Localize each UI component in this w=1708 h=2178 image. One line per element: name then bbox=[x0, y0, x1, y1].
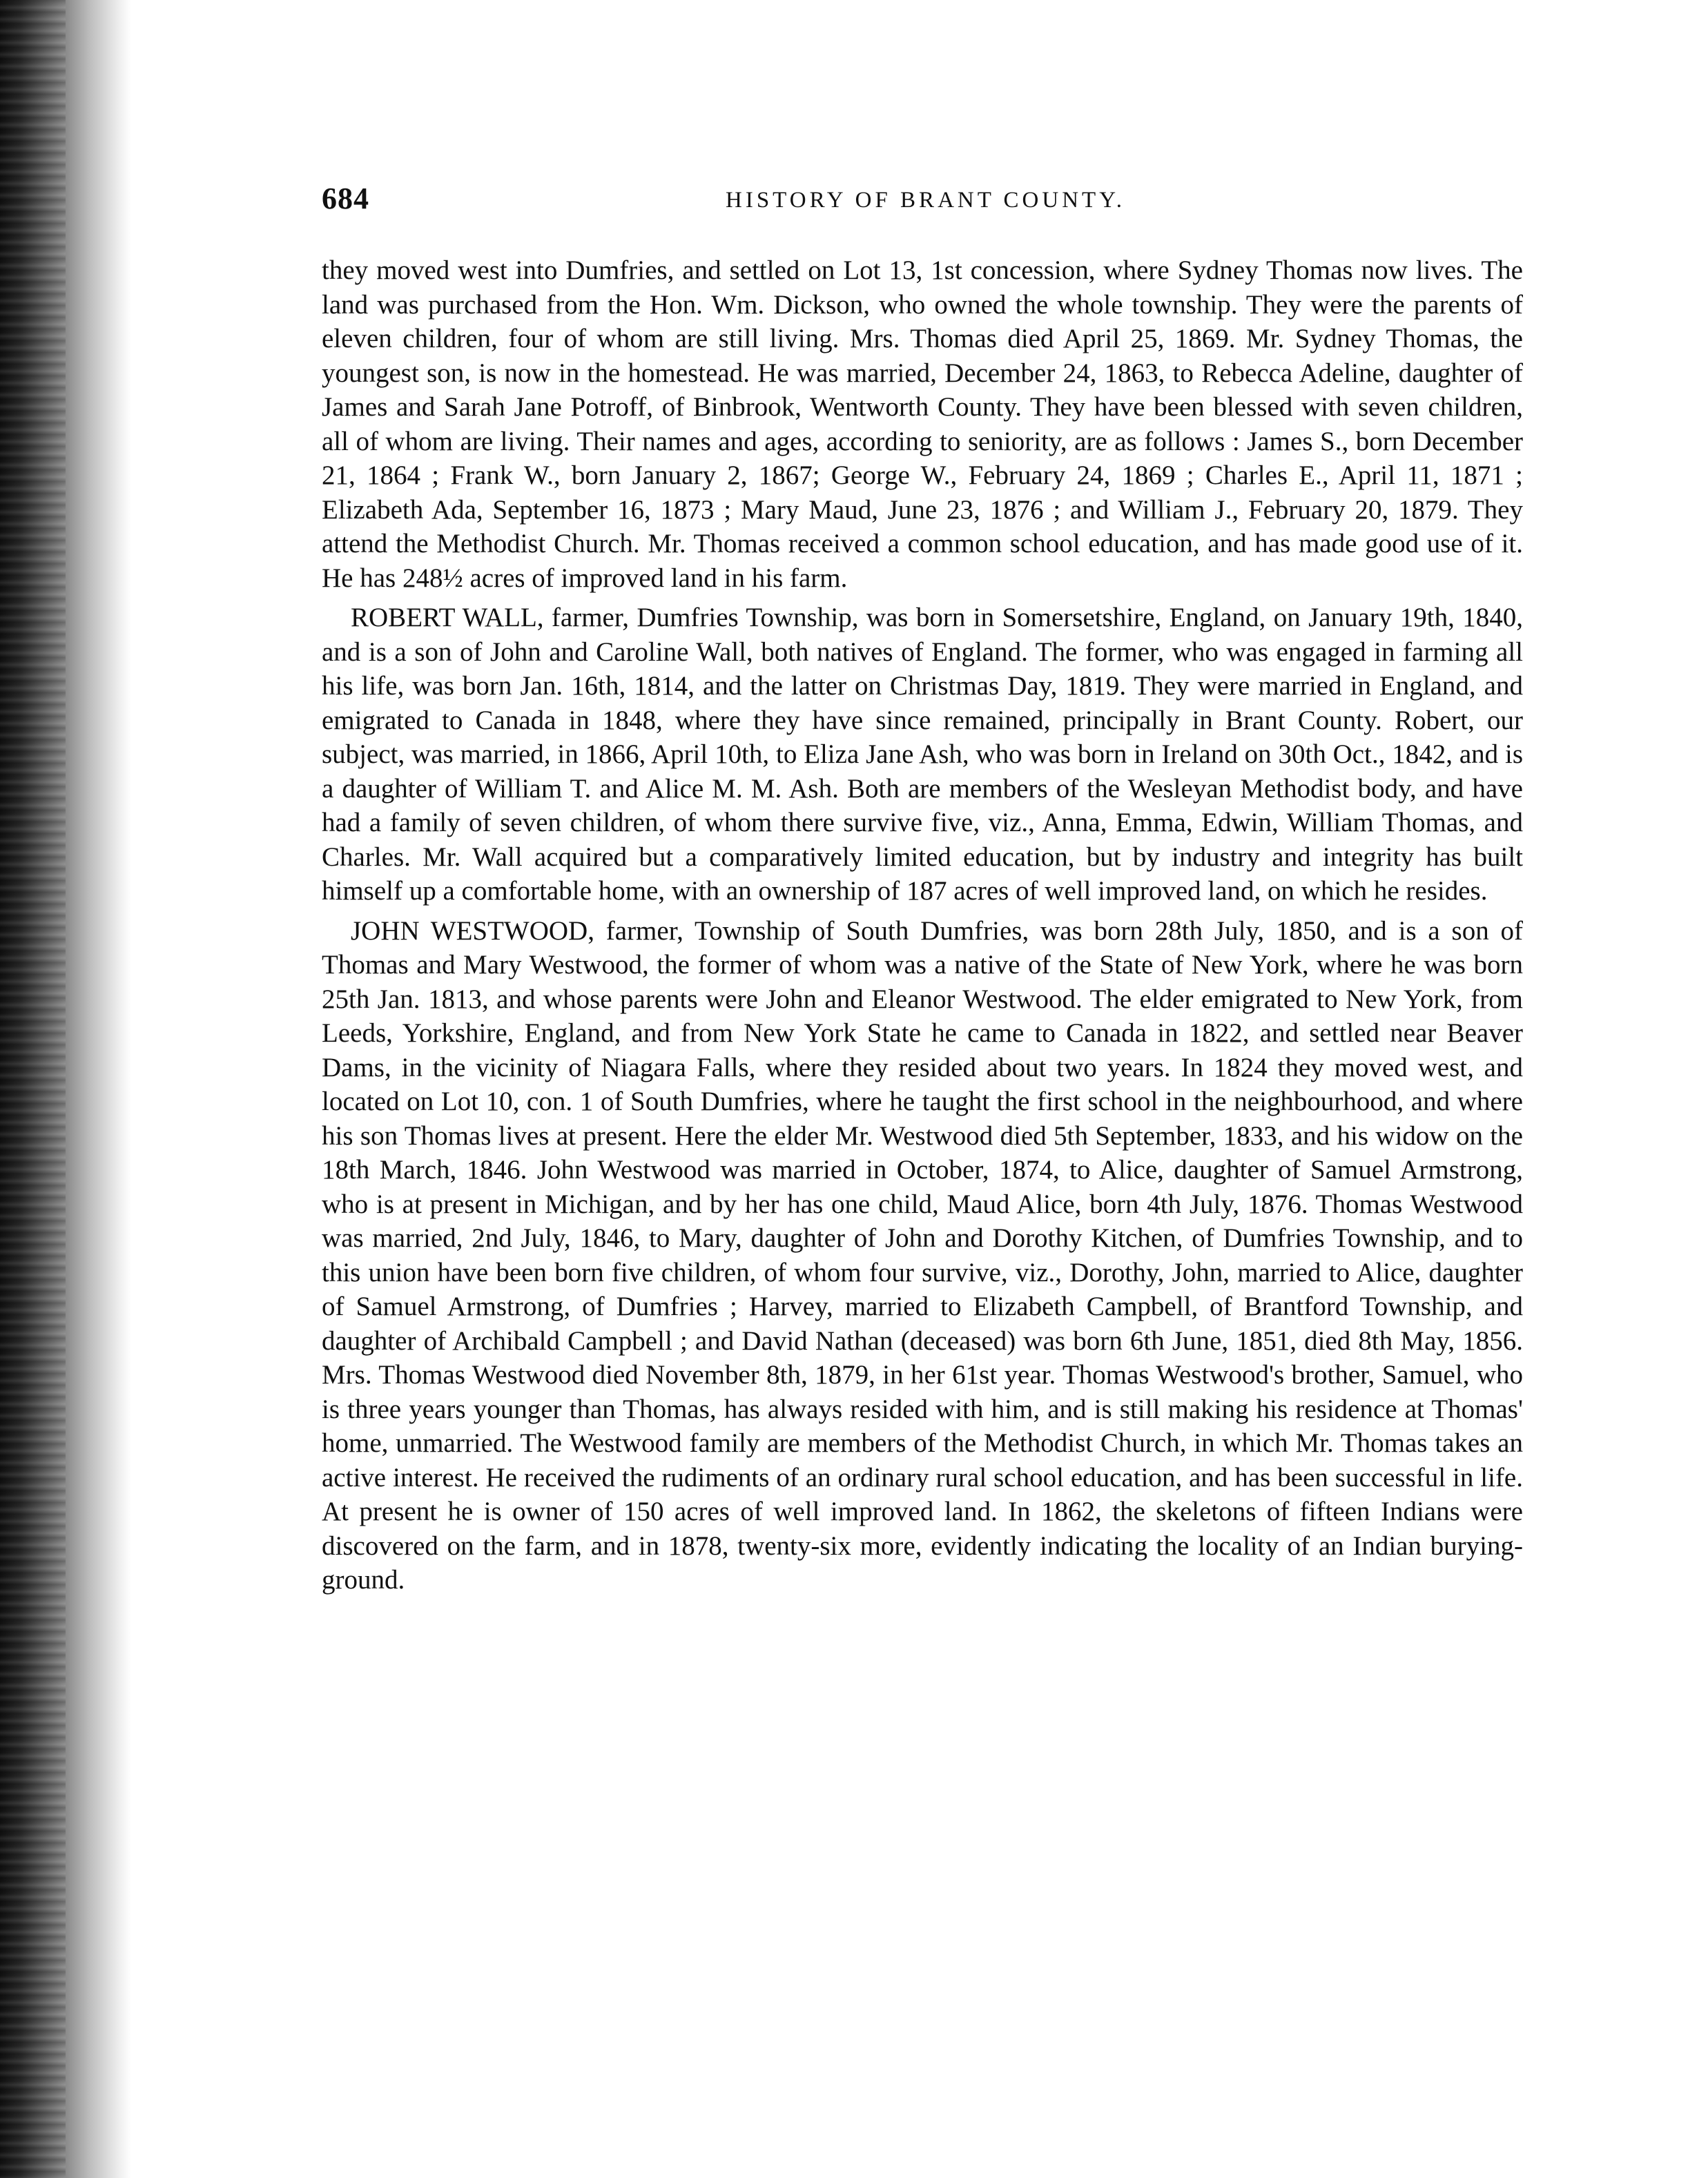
running-head bbox=[322, 181, 1523, 222]
body-text bbox=[322, 253, 1523, 1597]
paragraph-robert-wall: ROBERT WALL, farmer, Dumfries Township, was born in Somersetshire, England, on January 19th, 1840, and is a son of John and Caroline Wall, both natives of England. The former, who was engaged in farming all his life, was born Jan. 16th, 1814, and the latter on Christmas Day, 1819. They were married in England, and emigrated to Canada in 1848, where they have since remained, principally in Brant County. Robert, our subject, was married, in 1866, April 10th, to Eliza Jane Ash, who was born in Ireland on 30th Oct., 1842, and is a daughter of William T. and Alice M. M. Ash. Both are members of the Wesleyan Methodist body, and have had a family of seven children, of whom there survive five, viz., Anna, Emma, Edwin, William Thomas, and Charles. Mr. Wall acquired but a comparatively limited education, but by industry and integrity has built himself up a comfortable home, with an ownership of 187 acres of well improved land, on which he resides. bbox=[322, 603, 1523, 906]
running-title: HISTORY OF BRANT COUNTY. bbox=[726, 188, 1126, 213]
page-number: 684 bbox=[322, 182, 369, 215]
paragraph-john-westwood: JOHN WESTWOOD, farmer, Township of South Dumfries, was born 28th July, 1850, and is a son of Thomas and Mary Westwood, the former of whom was a native of the State of New York, where he was born 25th Jan. 1813, and whose parents were John and Eleanor Westwood. The elder emigrated to New York, from Leeds, Yorkshire, England, and from New York State he came to Canada in 1822, and settled near Beaver Dams, in the vicinity of Niagara Falls, where they resided about two years. In 1824 they moved west, and located on Lot 10, con. 1 of South Dumfries, where he taught the first school in the neighbourhood, and where his son Thomas lives at present. Here the elder Mr. Westwood died 5th September, 1833, and his widow on the 18th March, 1846. John Westwood was married in October, 1874, to Alice, daughter of Samuel Armstrong, who is at present in Michigan, and by her has one child, Maud Alice, born 4th July, 1876. Thomas Westwood was married, 2nd July, 1846, to Mary, daughter of John and Dorothy Kitchen, of Dumfries Township, and to this union have been born five children, of whom four survive, viz., Dorothy, John, married to Alice, daughter of Samuel Armstrong, of Dumfries ; Harvey, married to Elizabeth Campbell, of Brantford Township, and daughter of Archibald Campbell ; and David Nathan (deceased) was born 6th June, 1851, died 8th May, 1856. Mrs. Thomas Westwood died November 8th, 1879, in her 61st year. Thomas Westwood's brother, Samuel, who is three years younger than Thomas, has always resided with him, and is still making his residence at Thomas' home, unmarried. The Westwood family are members of the Methodist Church, in which Mr. Thomas takes an active interest. He received the rudiments of an ordinary rural school education, and has been successful in life. At present he is owner of 150 acres of well improved land. In 1862, the skeletons of fifteen Indians were discovered on the farm, and in 1878, twenty-six more, evidently indicating the locality of an Indian burying-ground. bbox=[322, 915, 1523, 1595]
book-gutter-edge bbox=[0, 0, 131, 2178]
book-page bbox=[322, 181, 1523, 1603]
paragraph-thomas-continued: they moved west into Dumfries, and settled on Lot 13, 1st concession, where Sydney Thomas now lives. The land was purchased from the Hon. Wm. Dickson, who owned the whole township. They were the parents of eleven children, four of whom are still living. Mrs. Thomas died April 25, 1869. Mr. Sydney Thomas, the youngest son, is now in the homestead. He was married, December 24, 1863, to Rebecca Adeline, daughter of James and Sarah Jane Potroff, of Binbrook, Wentworth County. They have been blessed with seven children, all of whom are living. Their names and ages, according to seniority, are as follows : James S., born December 21, 1864 ; Frank W., born January 2, 1867; George W., February 24, 1869 ; Charles E., April 11, 1871 ; Elizabeth Ada, September 16, 1873 ; Mary Maud, June 23, 1876 ; and William J., February 20, 1879. They attend the Methodist Church. Mr. Thomas received a common school education, and has made good use of it. He has 248½ acres of improved land in his farm. bbox=[322, 255, 1523, 593]
